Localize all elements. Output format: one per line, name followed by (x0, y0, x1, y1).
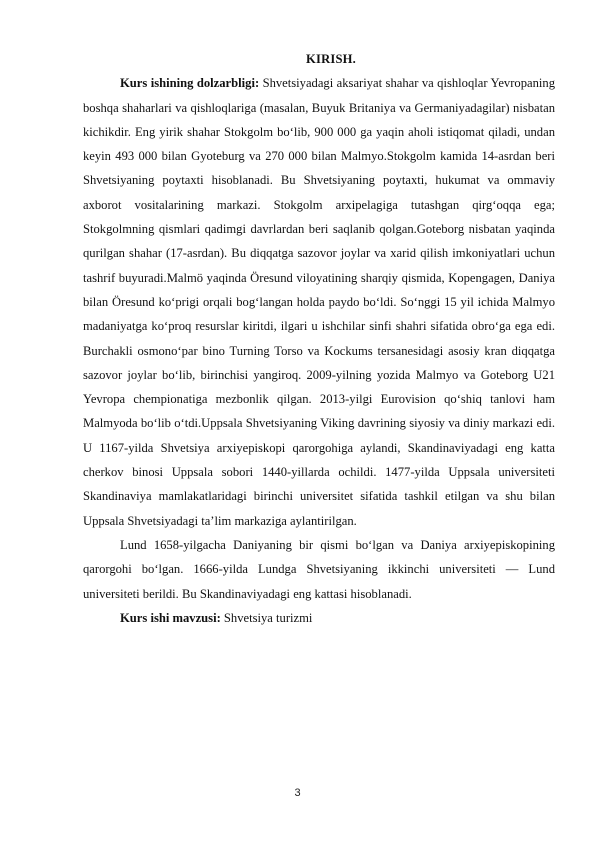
page-title: KIRISH. (305, 52, 357, 66)
paragraph-text: Shvetsiya turizmi (220, 610, 313, 625)
paragraph-relevance (83, 71, 555, 533)
paragraph-text: Shvetsiyadagi aksariyat shahar va qishloqlar Yevropaning boshqa shaharlari va qishloqlariga (masalan, Buyuk Britaniya va Germaniyadagilar) nisbatan kichikdir. Eng yirik shahar Stokgolm bo‘lib, 900 000 ga yaqin aholi istiqomat qiladi, undan keyin 493 000 bilan Gyoteburg va 270 000 bilan Malmyo.Stokgolm kamida 14-asrdan beri Shvetsiyaning poytaxti hisoblanadi. Bu Shvetsiyaning poytaxti, hukumat va ommaviy axborot vositalarining markazi. Stokgolm arxipelagiga tutashgan qirg‘oqqa ega; Stokgolmning qismlari qadimgi davrlardan beri saqlanib qolgan.Goteborg nisbatan yaqinda qurilgan shahar (17-asrdan). Bu diqqatga sazovor joylar va xarid qilish imkoniyatlari uchun tashrif buyuradi.Malmö yaqinda Öresund viloyatining sharqiy qismida, Kopengagen, Daniya bilan Öresund ko‘prigi orqali bog‘langan holda paydo bo‘ldi. So‘nggi 15 yil ichida Malmyo madaniyatga ko‘proq resurslar kiritdi, ilgari u ishchilar sinfi shahri sifatida obro‘ga ega edi. Burchakli osmono‘par bino Turning Torso va Kockums tersanesidagi asosiy kran diqqatga sazovor joylar bo‘lib, birinchisi yangiroq. 2009-yilning yozida Malmyo va Goteborg U21 Yevropa chempionatiga mezbonlik qilgan. 2013-yilgi Eurovision qo‘shiq tanlovi ham Malmyoda bo‘lib o‘tdi.Uppsala Shvetsiyaning Viking davrining siyosiy va diniy markazi edi. U 1167-yilda Shvetsiya arxiyepiskopi qarorgohiga aylandi, Skandinaviyadagi eng katta cherkov binosi Uppsala sobori 1440-yillarda ochildi. 1477-yilda Uppsala universiteti Skandinaviya mamlakatlaridagi birinchi universitet sifatida tashkil etilgan va shu bilan Uppsala Shvetsiyadagi ta’lim markaziga aylantirilgan. (83, 76, 555, 528)
paragraph-topic (83, 606, 555, 630)
page-number: 3 (294, 787, 301, 799)
paragraph-lund (83, 533, 555, 606)
document-body (83, 47, 555, 630)
paragraph-lead: Kurs ishi mavzusi: (120, 610, 221, 625)
paragraph-lead: Kurs ishining dolzarbligi: (120, 76, 260, 91)
paragraph-text: Lund 1658-yilgacha Daniyaning bir qismi bo‘lgan va Daniya arxiyepiskopining qarorgohi bo‘lgan. 1666-yilda Lundga Shvetsiyaning ikkinchi universiteti — Lund universiteti berildi. Bu Skandinaviyadagi eng kattasi hisoblanadi. (83, 537, 555, 601)
